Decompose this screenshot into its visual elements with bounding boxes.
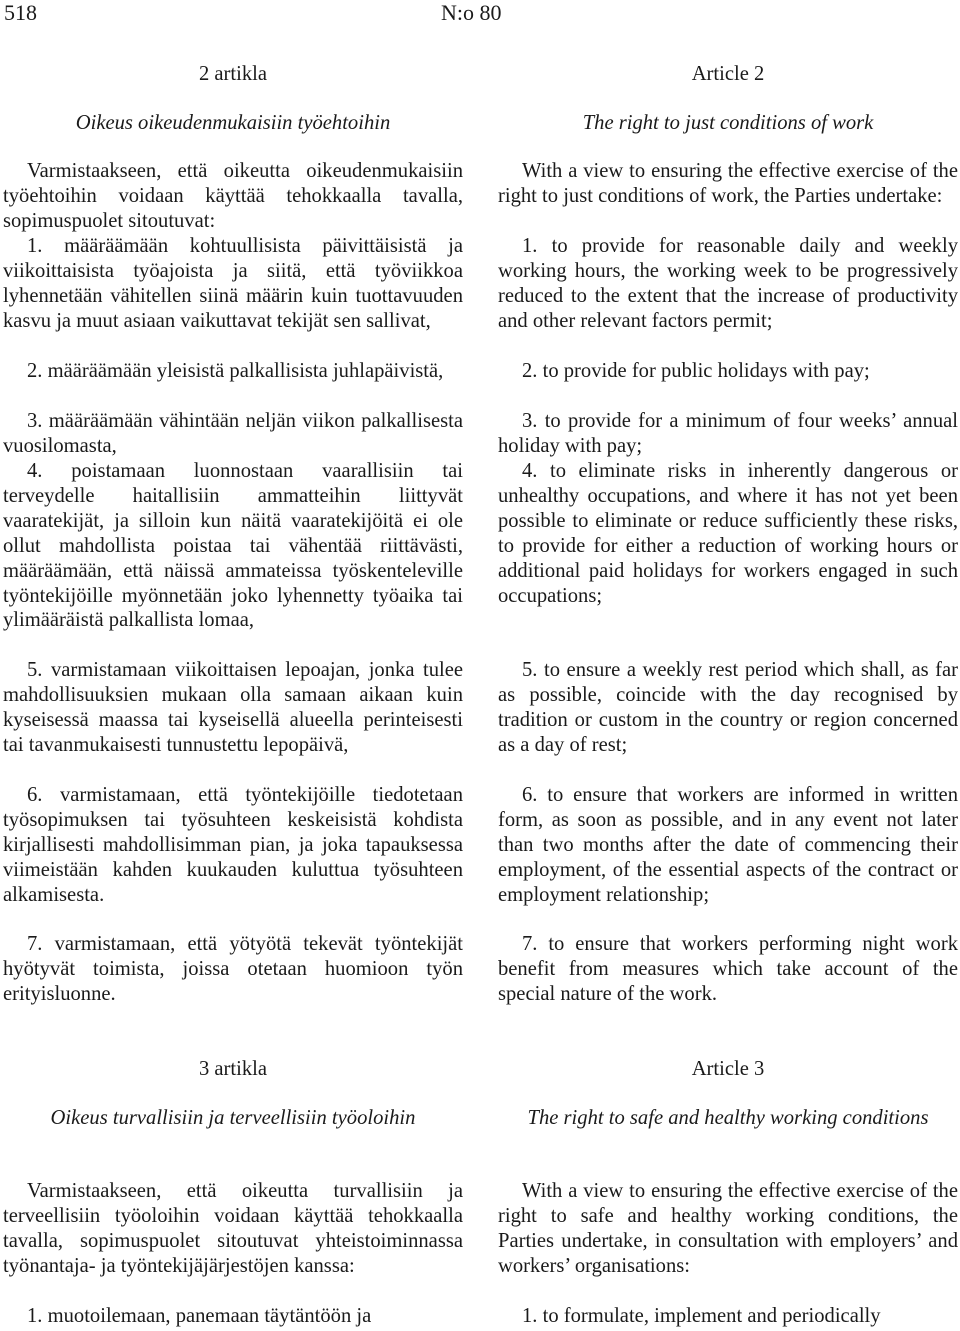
intro-paragraph: Varmistaakseen, että oikeutta oikeudenmukaisiin työehtoihin voidaan käyttää tehokkaalla tavalla, sopimuspuolet sitoutuvat: [3,160,463,232]
fi-item-4: 4. poistamaan luonnostaan vaarallisiin tai terveydelle haitallisiin ammatteihin liittyvät vaaratekijät, ja silloin kun näitä vaaratekijöitä ei ole ollut mahdollista poistaa tai vähentää riittävästi, määräämään, että näissä ammateissa työskenteleville työntekijöille myönnetään joko lyhennetty työaika tai ylimääräistä palkallista lomaa, [3,460,463,632]
en-art3-item-1: 1. to formulate, implement and periodically [522,1305,881,1327]
fi-item-2: 2. määräämään yleisistä palkallisista juhlapäivistä, [27,360,444,382]
en-item-5: 5. to ensure a weekly rest period which shall, as far as possible, coincide with the day recognised by tradition or custom in the country or region concerned as a day of rest; [498,659,958,756]
english-article-3-title: The right to safe and healthy working conditions [527,1107,929,1129]
en-intro: With a view to ensuring the effective exercise of the right to just conditions of work, the Parties undertake: [498,160,958,207]
english-article-3-heading: Article 3 [691,1058,765,1080]
english-article-2-title: The right to just conditions of work [582,112,874,134]
fi-art3-item-1: 1. muotoilemaan, panemaan täytäntöön ja [27,1305,372,1327]
en-item-3: 3. to provide for a minimum of four weeks’ annual holiday with pay; [498,410,958,457]
finnish-article-2-heading: 2 artikla [198,63,268,85]
finnish-article-3-title: Oikeus turvallisiin ja terveellisiin työoloihin [50,1107,416,1129]
en-item-4: 4. to eliminate risks in inherently dangerous or unhealthy occupations, and where it has not yet been possible to eliminate or reduce sufficiently these risks, to provide for either a reduction of working hours or additional paid holidays for workers engaged in such occupations; [498,460,958,607]
english-article-2-heading: Article 2 [691,63,765,85]
en-item-7: 7. to ensure that workers performing night work benefit from measures which take account of the special nature of the work. [498,933,958,1005]
en-item-2: 2. to provide for public holidays with pay; [522,360,870,382]
en-item-1: 1. to provide for reasonable daily and weekly working hours, the working week to be progressively reduced to the extent that the increase of productivity and other relevant factors permit; [498,235,958,332]
fi-item-7: 7. varmistamaan, että yötyötä tekevät työntekijät hyötyvät toimista, joissa otetaan huomioon työn erityisluonne. [3,933,463,1005]
page-number: 518 [4,0,37,25]
en-item-6: 6. to ensure that workers are informed in written form, as soon as possible, and in any event not later than two months after the date of commencing their employment, of the essential aspects of the contract or employment relationship; [498,784,958,906]
fi-item-3: 3. määräämään vähintään neljän viikon palkallisesta vuosilomasta, [3,410,463,457]
fi-item-1: 1. määräämään kohtuullisista päivittäisistä ja viikoittaisista työajoista ja siitä, että työviikkoa lyhennetään vähitellen siinä määrin kuin tuottavuuden kasvu ja muut asiaan vaikuttavat tekijät sen sallivat, [3,235,463,332]
issue-number: N:o 80 [441,0,502,25]
fi-item-6: 6. varmistamaan, että työntekijöille tiedotetaan työsopimuksen tai työsuhteen keskeisistä kohdista kirjallisesti mahdollisimman pian, ja joka tapauksessa viimeistään kahden kuukauden kuluttua työsuhteen alkamisesta. [3,784,463,906]
finnish-article-2-body [3,159,463,234]
page-header [0,0,960,30]
finnish-article-3-heading: 3 artikla [198,1058,268,1080]
finnish-article-2-title: Oikeus oikeudenmukaisiin työehtoihin [75,112,391,134]
en-art3-intro: With a view to ensuring the effective exercise of the right to safe and healthy working conditions, the Parties undertake, in consultation with employers’ and workers’ organisations: [498,1180,958,1277]
fi-item-5: 5. varmistamaan viikoittaisen lepoajan, jonka tulee mahdollisuuksien mukaan olla samaan aikaan kuin kyseisessä maassa tai kyseisellä alueella perinteisesti tai tavanmukaisesti tunnustettu lepopäivä, [3,659,463,756]
fi-art3-intro: Varmistaakseen, että oikeutta turvallisiin ja terveellisiin työoloihin voidaan käyttää tehokkaalla tavalla, sopimuspuolet sitoutuvat yhteistoiminnassa työnantaja- ja työntekijäjärjestöjen kanssa: [3,1180,463,1277]
